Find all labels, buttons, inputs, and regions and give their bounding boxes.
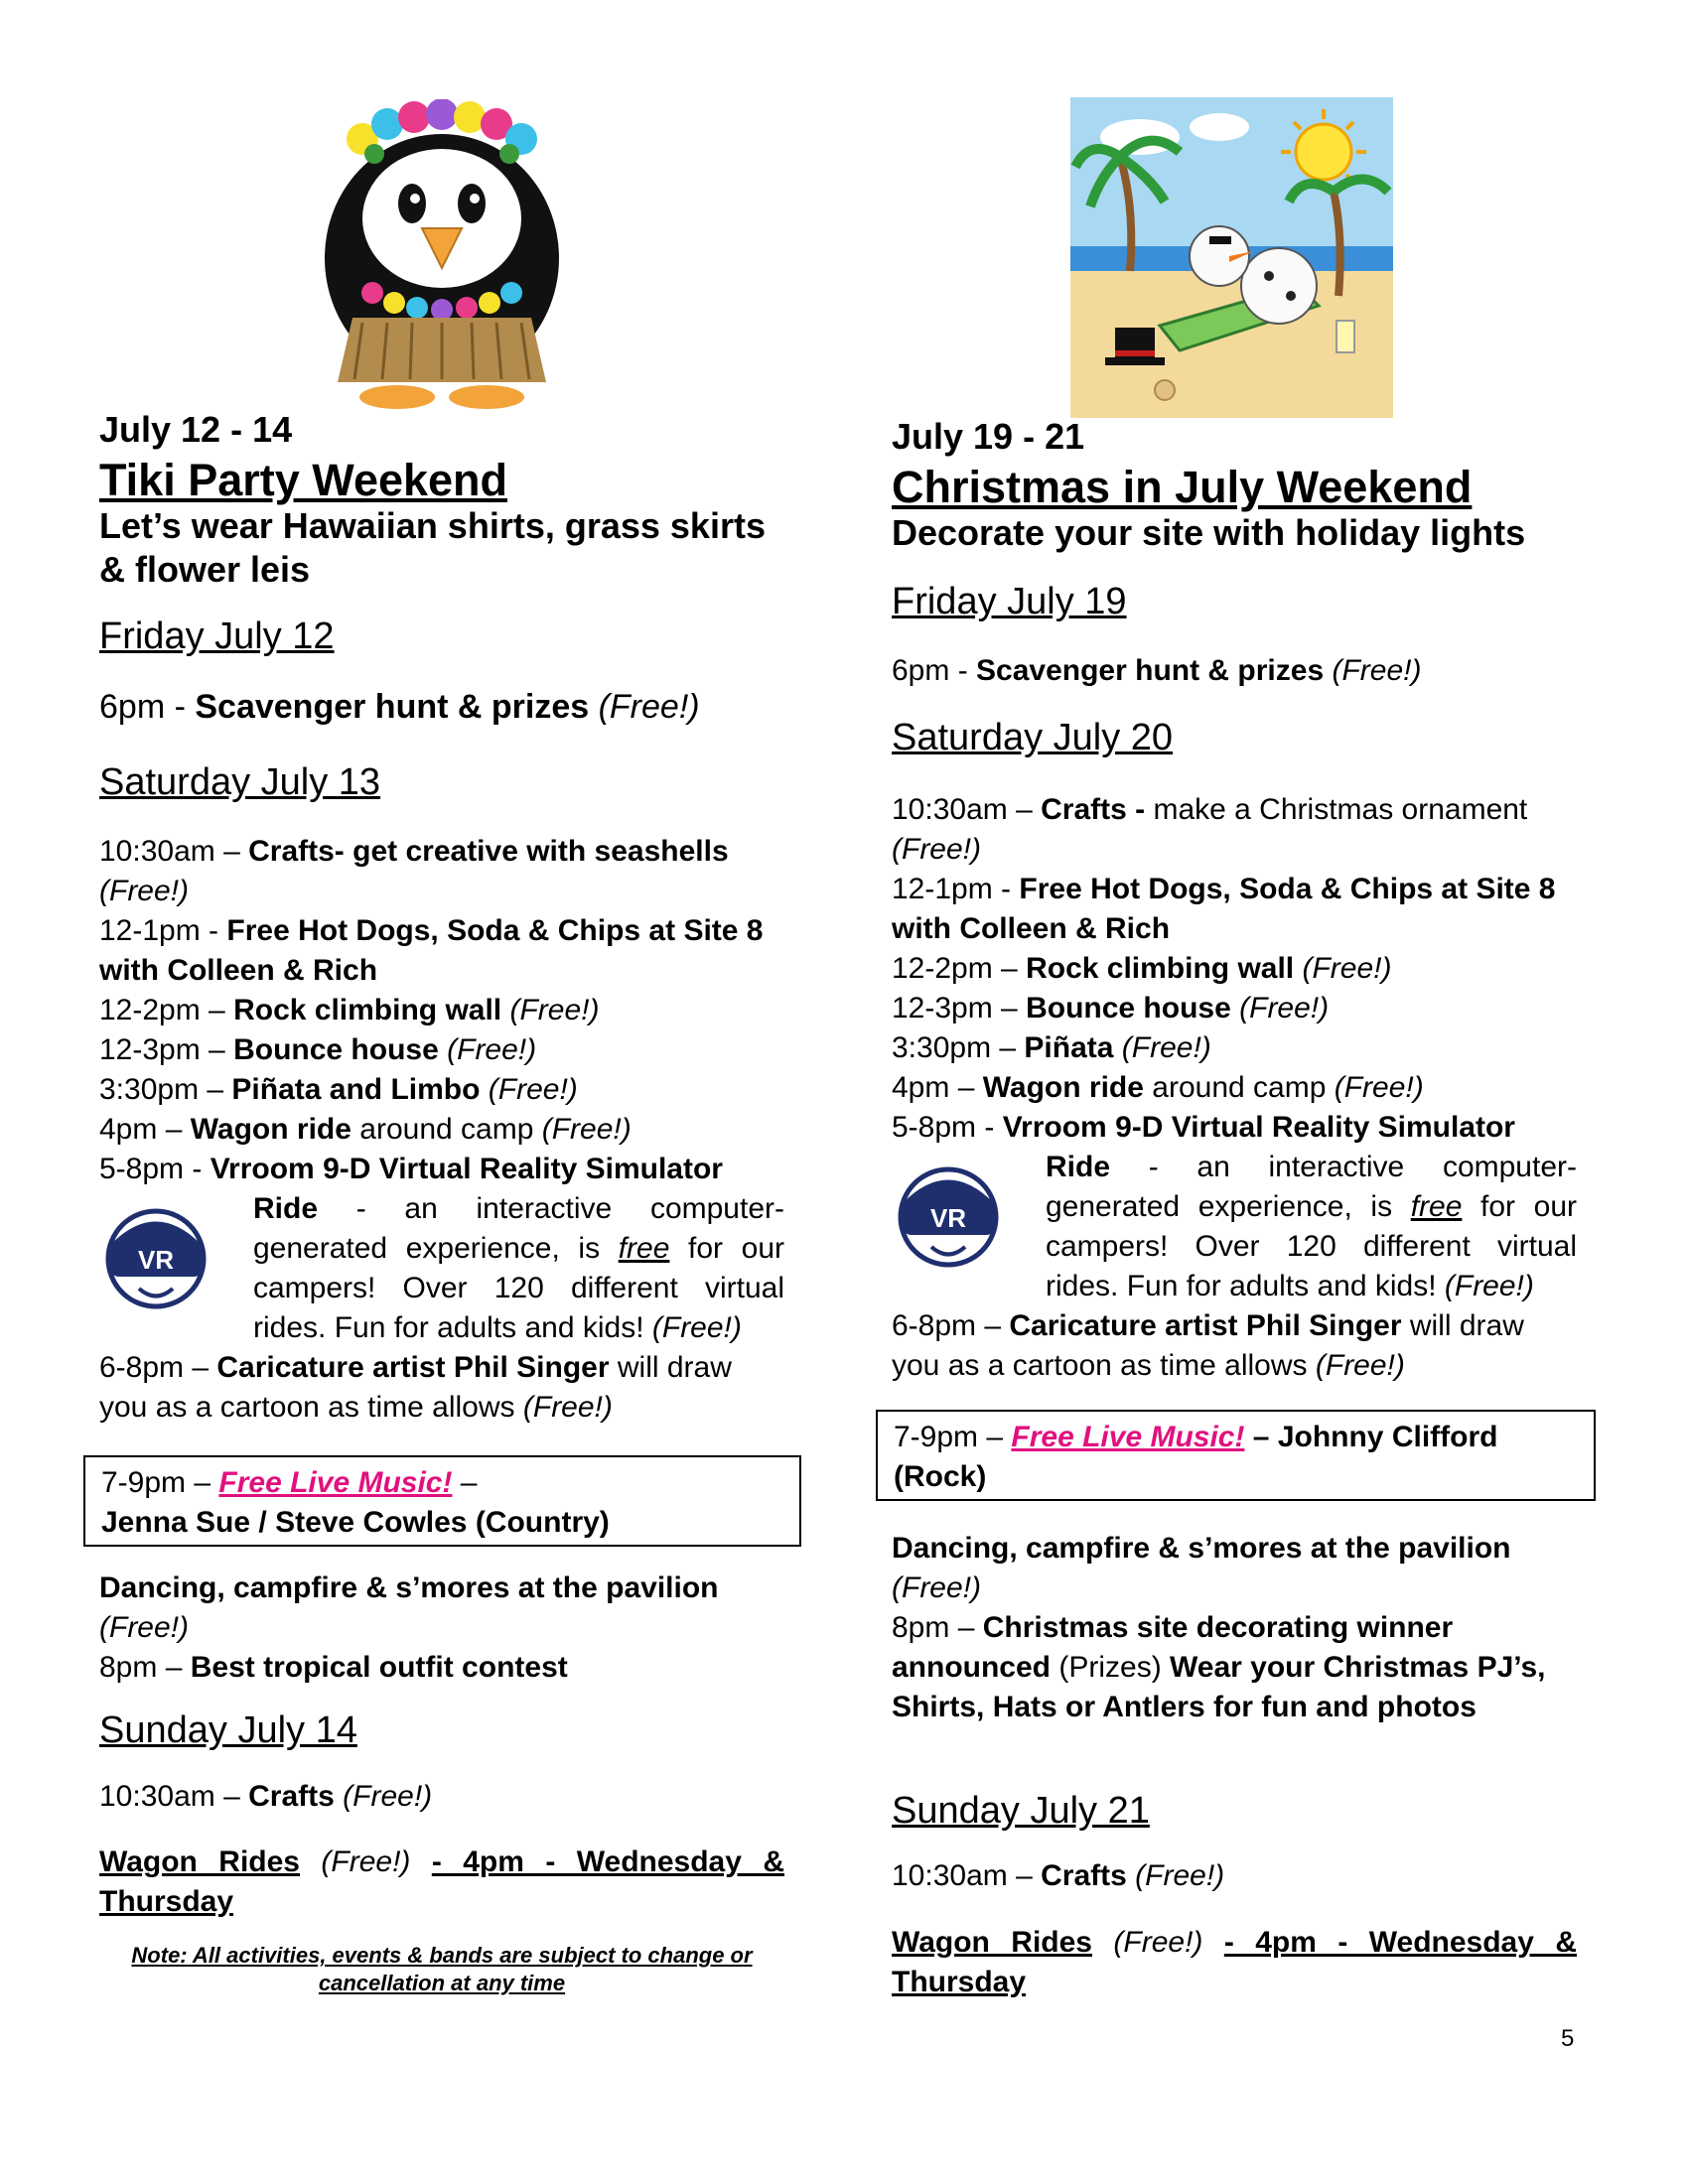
event-dancing	[99, 1569, 794, 1648]
event-time: 10:30am –	[892, 1859, 1042, 1892]
free-word: free	[1410, 1190, 1463, 1223]
event-time: 6pm -	[892, 654, 977, 687]
event-name: Vrroom 9-D Virtual Reality Simulator	[1002, 1111, 1515, 1144]
event-vr-simulator	[99, 1150, 784, 1189]
weekend-dates: July 19 - 21	[892, 416, 1085, 457]
event-time: 7-9pm –	[894, 1421, 1012, 1453]
free-tag: (Free!)	[892, 1571, 981, 1604]
event-time: 6-8pm –	[892, 1309, 1010, 1342]
weekend-subtitle: Let’s wear Hawaiian shirts, grass skirts & flower leis	[99, 505, 766, 590]
evening-schedule	[99, 1569, 794, 1688]
event-detail-bold: Wear your Christmas PJ’s, Shirts, Hats or Antlers for fun and photos	[892, 1651, 1546, 1723]
event-time: 5-8pm -	[892, 1111, 1003, 1144]
wagon-rides-schedule: - 4pm - Wednesday & Thursday	[892, 1926, 1577, 1998]
band-name: Jenna Sue / Steve Cowles (Country)	[101, 1506, 610, 1539]
free-tag: (Free!)	[598, 688, 700, 726]
event-bounce-house	[99, 1030, 784, 1070]
evening-schedule	[892, 1529, 1577, 1727]
sunday-crafts	[892, 1856, 1224, 1896]
event-detail: - an interactive computer-generated experience, is	[1046, 1151, 1577, 1223]
event-time: 10:30am –	[892, 793, 1042, 826]
event-hotdogs	[892, 870, 1577, 949]
event-name: Dancing, campfire & s’mores at the pavilion	[99, 1571, 719, 1604]
event-vr-simulator	[892, 1108, 1577, 1148]
tiki-penguin-icon	[303, 99, 581, 412]
day-heading-friday: Friday July 12	[99, 615, 335, 657]
wagon-rides-label: Wagon Rides	[892, 1926, 1092, 1959]
event-name: Bounce house	[1026, 992, 1231, 1024]
free-word: free	[618, 1232, 670, 1265]
event-name: Vrroom 9-D Virtual Reality Simulator	[210, 1153, 723, 1185]
event-time: 7-9pm –	[101, 1466, 219, 1499]
event-time: 12-1pm -	[99, 914, 227, 947]
event-name: Rock climbing wall	[1026, 952, 1295, 985]
event-time: 4pm –	[99, 1113, 191, 1146]
free-tag: (Free!)	[1239, 992, 1330, 1024]
event-name: Bounce house	[233, 1033, 439, 1066]
event-detail: make a Christmas ornament	[1153, 793, 1528, 826]
event-pinata	[99, 1070, 784, 1110]
event-pinata	[892, 1028, 1577, 1068]
event-time: 8pm –	[892, 1611, 983, 1644]
free-tag: (Free!)	[488, 1073, 578, 1106]
event-dancing	[892, 1529, 1577, 1608]
event-hotdogs	[99, 911, 784, 991]
event-name: Crafts	[1041, 1859, 1127, 1892]
day-heading-friday: Friday July 19	[892, 581, 1127, 622]
event-detail: (Prizes)	[1051, 1651, 1171, 1684]
event-crafts	[892, 790, 1577, 870]
event-detail: will draw you as a cartoon as time allows	[99, 1351, 732, 1424]
band-name: – Johnny Clifford (Rock)	[894, 1421, 1498, 1493]
event-name: Ride	[253, 1192, 319, 1225]
event-detail: will draw you as a cartoon as time allows	[892, 1309, 1524, 1382]
vr-headset-icon	[99, 1189, 213, 1338]
event-name: Free Hot Dogs, Soda & Chips at Site 8 with Colleen & Rich	[892, 873, 1556, 945]
event-name: Wagon ride	[190, 1113, 352, 1146]
event-contest	[99, 1648, 794, 1688]
day-heading-sunday: Sunday July 21	[892, 1790, 1150, 1832]
event-time: 12-3pm –	[99, 1033, 234, 1066]
wagon-rides-schedule: - 4pm - Wednesday & Thursday	[99, 1845, 784, 1918]
live-music-box	[83, 1455, 801, 1547]
vr-description	[99, 1189, 784, 1348]
event-rock-climbing	[892, 949, 1577, 989]
friday-event	[892, 651, 1421, 691]
event-time: 6pm -	[99, 688, 196, 726]
event-time: 3:30pm –	[99, 1073, 232, 1106]
free-tag: (Free!)	[1334, 1071, 1424, 1104]
event-time: 10:30am –	[99, 835, 249, 868]
free-tag: (Free!)	[509, 994, 600, 1026]
page-number: 5	[1561, 2025, 1575, 2052]
event-rock-climbing	[99, 991, 784, 1030]
event-name: Rock climbing wall	[233, 994, 502, 1026]
free-tag: (Free!)	[522, 1391, 613, 1424]
free-tag: (Free!)	[1444, 1270, 1534, 1302]
event-time: 12-3pm –	[892, 992, 1027, 1024]
event-wagon-ride	[99, 1110, 784, 1150]
free-tag: (Free!)	[99, 875, 189, 907]
event-name: Christmas site decorating winner announced	[892, 1611, 1454, 1684]
event-name: Piñata	[1024, 1031, 1114, 1064]
wagon-rides-label: Wagon Rides	[99, 1845, 300, 1878]
weekend-title: Christmas in July Weekend	[892, 462, 1473, 512]
event-name: Caricature artist Phil Singer	[1009, 1309, 1402, 1342]
event-name: Scavenger hunt & prizes	[976, 654, 1325, 687]
weekend-dates: July 12 - 14	[99, 409, 293, 450]
event-time: 12-2pm –	[892, 952, 1027, 985]
event-time: 10:30am –	[99, 1780, 249, 1813]
free-tag: (Free!)	[1302, 952, 1392, 985]
event-name: Best tropical outfit contest	[190, 1651, 568, 1684]
free-tag: (Free!)	[343, 1780, 433, 1813]
free-tag: (Free!)	[541, 1113, 632, 1146]
event-time: 3:30pm –	[892, 1031, 1025, 1064]
free-tag: (Free!)	[1121, 1031, 1211, 1064]
vr-description	[892, 1148, 1577, 1306]
event-detail: - an interactive computer-generated experience, is	[253, 1192, 784, 1265]
saturday-schedule	[99, 832, 784, 1428]
day-heading-saturday: Saturday July 13	[99, 761, 381, 803]
live-music-link[interactable]: Free Live Music!	[1011, 1421, 1245, 1453]
event-detail: for our campers! Over 120 different virtual rides. Fun for adults and kids!	[1046, 1190, 1577, 1302]
free-tag: (Free!)	[1135, 1859, 1225, 1892]
vr-icon-label: VR	[137, 1245, 175, 1275]
event-name: Dancing, campfire & s’mores at the pavilion	[892, 1532, 1511, 1565]
event-time: 12-1pm -	[892, 873, 1020, 905]
dash: –	[452, 1466, 478, 1499]
event-name: Crafts -	[1041, 793, 1154, 826]
event-name: Caricature artist Phil Singer	[216, 1351, 610, 1384]
free-tag: (Free!)	[651, 1311, 742, 1344]
event-time: 6-8pm –	[99, 1351, 217, 1384]
day-heading-sunday: Sunday July 14	[99, 1709, 357, 1751]
event-caricature	[99, 1348, 784, 1428]
event-bounce-house	[892, 989, 1577, 1028]
free-tag: (Free!)	[1315, 1349, 1405, 1382]
event-name: Crafts	[248, 1780, 335, 1813]
event-decorating-winner	[892, 1608, 1577, 1727]
event-name: Free Hot Dogs, Soda & Chips at Site 8 with Colleen & Rich	[99, 914, 764, 987]
snowman-beach-icon	[1070, 97, 1393, 418]
free-tag: (Free!)	[1332, 654, 1422, 687]
event-name: Crafts- get creative with seashells	[248, 835, 729, 868]
event-name: Ride	[1046, 1151, 1111, 1183]
vr-headset-icon	[892, 1148, 1006, 1297]
disclaimer-note: Note: All activities, events & bands are subject to change or cancellation at any time	[131, 1943, 753, 1995]
saturday-schedule	[892, 790, 1577, 1386]
event-name: Wagon ride	[982, 1071, 1144, 1104]
event-detail: around camp	[351, 1113, 542, 1146]
sunday-crafts	[99, 1777, 432, 1817]
live-music-box	[876, 1410, 1596, 1501]
weekend-title: Tiki Party Weekend	[99, 455, 508, 505]
free-tag: (Free!)	[1113, 1926, 1203, 1959]
friday-event	[99, 688, 700, 727]
free-tag: (Free!)	[321, 1845, 411, 1878]
event-time: 12-2pm –	[99, 994, 234, 1026]
event-detail: for our campers! Over 120 different virtual rides. Fun for adults and kids!	[253, 1232, 784, 1344]
event-time: 5-8pm -	[99, 1153, 211, 1185]
event-detail: around camp	[1143, 1071, 1335, 1104]
event-time: 8pm –	[99, 1651, 191, 1684]
event-name: Scavenger hunt & prizes	[195, 688, 590, 726]
event-wagon-ride	[892, 1068, 1577, 1108]
event-crafts	[99, 832, 784, 911]
event-time: 4pm –	[892, 1071, 983, 1104]
day-heading-saturday: Saturday July 20	[892, 717, 1174, 758]
wagon-rides	[892, 1923, 1577, 2002]
vr-icon-label: VR	[929, 1203, 967, 1233]
weekend-subtitle: Decorate your site with holiday lights	[892, 512, 1526, 553]
event-name: Piñata and Limbo	[231, 1073, 481, 1106]
free-tag: (Free!)	[892, 833, 981, 866]
free-tag: (Free!)	[99, 1611, 189, 1644]
live-music-link[interactable]: Free Live Music!	[218, 1466, 453, 1499]
wagon-rides	[99, 1843, 784, 1922]
event-caricature	[892, 1306, 1577, 1386]
free-tag: (Free!)	[447, 1033, 537, 1066]
